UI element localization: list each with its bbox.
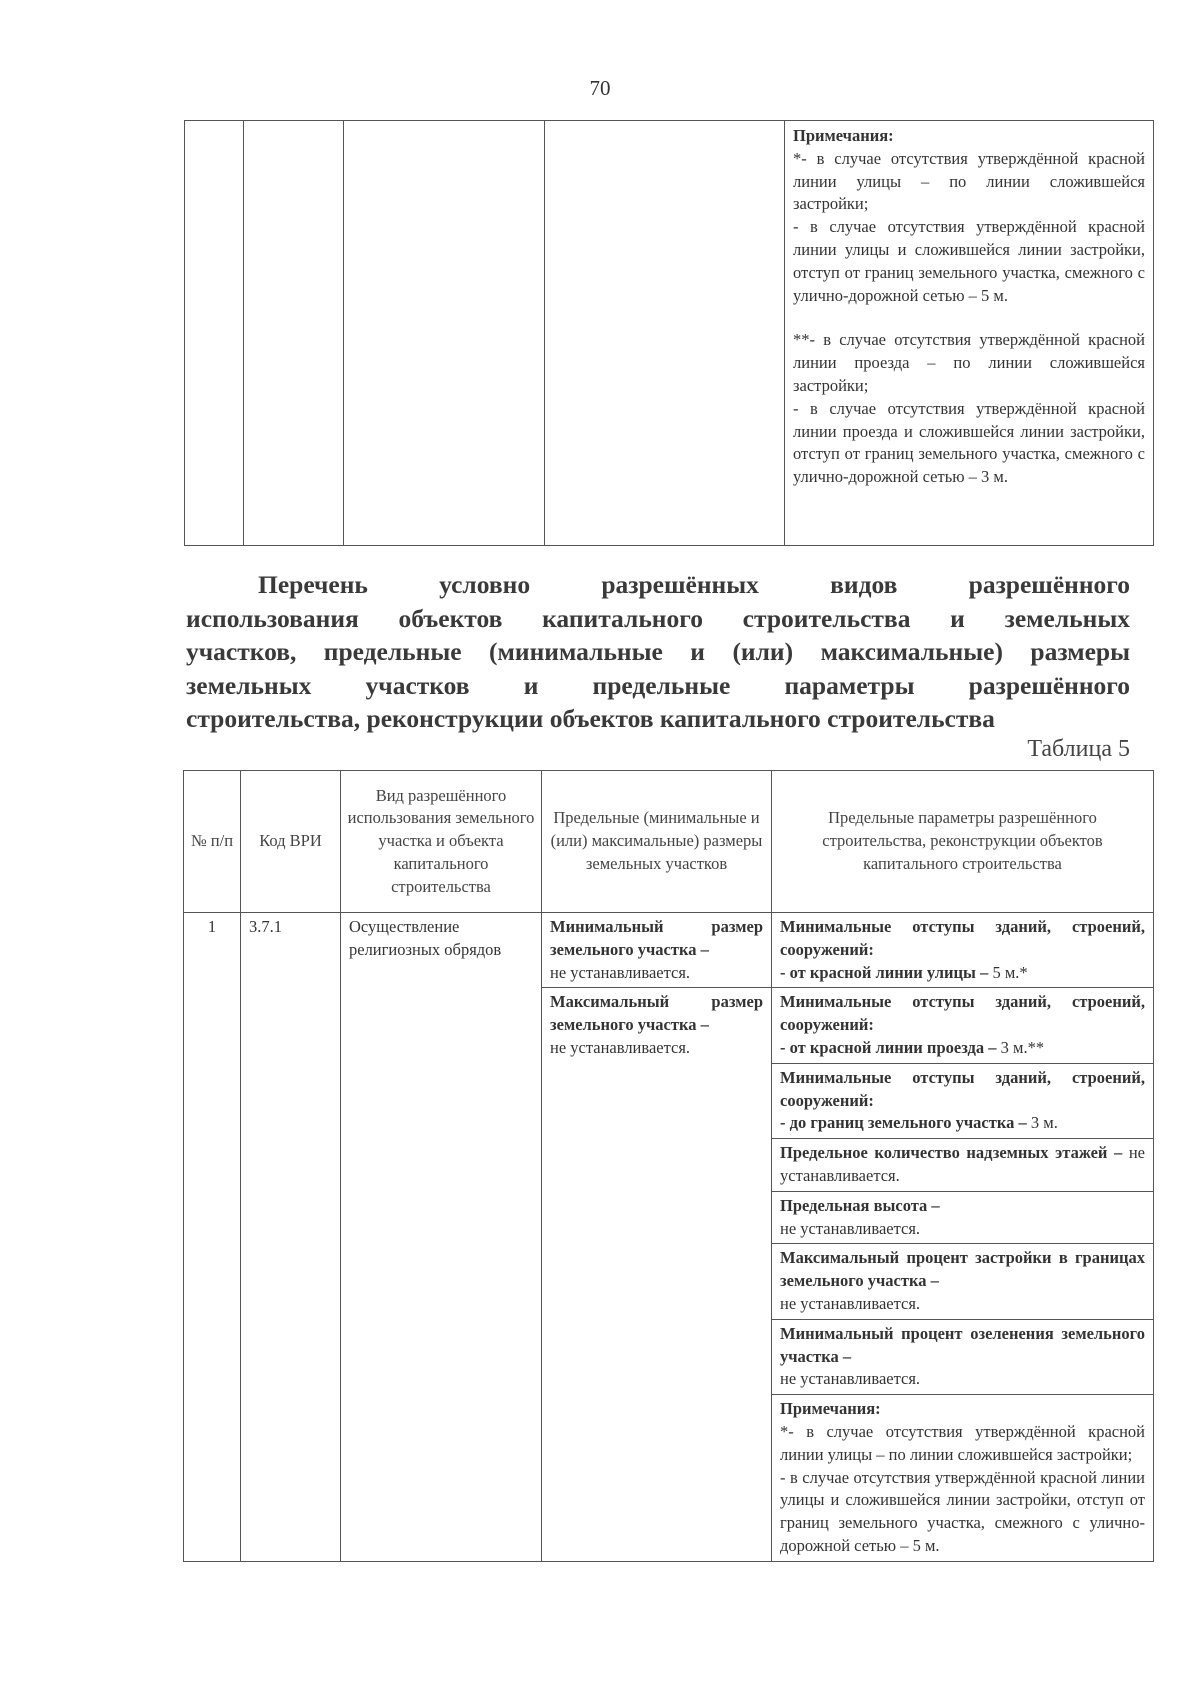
title-line: участков, предельные (минимальные и (или) максимальные) размеры bbox=[186, 637, 1130, 666]
title-line: использования объектов капитального строительства и земельных bbox=[186, 603, 1130, 633]
header-code: Код ВРИ bbox=[241, 771, 341, 913]
notes-cell bbox=[772, 1395, 1154, 1562]
note-line: *- в случае отсутствия утверждённой красной линии улицы – по линии сложившейся застройки; bbox=[793, 148, 1145, 214]
param-label: Предельная высота – bbox=[780, 1195, 940, 1215]
row-code: 3.7.1 bbox=[241, 913, 341, 1562]
max-size-label: Максимальный размер земельного участка – bbox=[550, 992, 763, 1035]
notes-cell bbox=[785, 121, 1154, 546]
param-value: 3 м.** bbox=[996, 1037, 1045, 1057]
max-size-value: не устанавливается. bbox=[550, 1037, 691, 1057]
title-line: земельных участков и предельные параметры разрешённого bbox=[186, 670, 1130, 700]
param-label: Максимальный процент застройки в границах земельного участка – bbox=[780, 1248, 1145, 1291]
header-params: Предельные параметры разрешённого строительства, реконструкции объектов капитального строительства bbox=[772, 771, 1154, 913]
param-value-label: - от красной линии улицы – bbox=[780, 962, 989, 982]
param-label: Минимальные отступы зданий, строений, сооружений: bbox=[780, 992, 1145, 1035]
param-cell bbox=[772, 988, 1154, 1063]
table-label: Таблица 5 bbox=[1027, 736, 1130, 762]
header-type: Вид разрешённого использования земельного участка и объекта капитального строительства bbox=[341, 771, 542, 913]
param-value: не устанавливается. bbox=[780, 1143, 1145, 1185]
param-value: 3 м. bbox=[1026, 1113, 1058, 1133]
param-cell bbox=[772, 1319, 1154, 1394]
title-line: Перечень условно разрешённых видов разрешённого bbox=[258, 570, 1130, 599]
note-line: - в случае отсутствия утверждённой красной линии улицы и сложившейся линии застройки, отступ от границ земельного участка, смежного с улично-дорожной сетью – 5 м. bbox=[793, 217, 1145, 305]
param-value: не устанавливается. bbox=[780, 1218, 921, 1238]
permitted-use-table bbox=[183, 770, 1154, 1562]
continued-table bbox=[184, 120, 1154, 546]
empty-cell bbox=[344, 121, 545, 546]
title-line: строительства, реконструкции объектов капитального строительства bbox=[186, 704, 995, 733]
page-number: 70 bbox=[589, 76, 611, 100]
note-line: *- в случае отсутствия утверждённой красной линии улицы – по линии сложившейся застройки; bbox=[780, 1421, 1145, 1464]
param-cell bbox=[772, 1139, 1154, 1192]
min-size-label: Минимальный размер земельного участка – bbox=[550, 917, 763, 959]
param-value: не устанавливается. bbox=[780, 1293, 921, 1313]
note-line: - в случае отсутствия утверждённой красной линии проезда и сложившейся линии застройки, отступ от границ земельного участка, смежного с улично-дорожной сетью – 3 м. bbox=[793, 398, 1145, 487]
header-num: № п/п bbox=[184, 771, 241, 913]
empty-cell bbox=[185, 121, 244, 546]
note-line: **- в случае отсутствия утверждённой красной линии проезда – по линии сложившейся застройки; bbox=[793, 330, 1145, 395]
param-value-label: - до границ земельного участка – bbox=[780, 1113, 1027, 1133]
param-value-label: - от красной линии проезда – bbox=[780, 1037, 997, 1057]
empty-cell bbox=[244, 121, 344, 546]
section-title bbox=[186, 568, 1130, 736]
param-value: не устанавливается. bbox=[780, 1369, 921, 1389]
row-type: Осуществление религиозных обрядов bbox=[341, 913, 542, 1562]
param-cell bbox=[772, 1244, 1154, 1319]
param-cell bbox=[772, 1063, 1154, 1138]
row-num: 1 bbox=[184, 913, 241, 1562]
max-size-cell bbox=[542, 988, 772, 1561]
min-size-cell bbox=[542, 913, 772, 988]
note-line: - в случае отсутствия утверждённой красной линии улицы и сложившейся линии застройки, отступ от границ земельного участка, смежного с улично-дорожной сетью – 5 м. bbox=[780, 1467, 1145, 1555]
param-cell bbox=[772, 913, 1154, 988]
param-label: Минимальный процент озеленения земельного участка – bbox=[780, 1323, 1145, 1366]
header-sizes: Предельные (минимальные и (или) максимальные) размеры земельных участков bbox=[542, 771, 772, 913]
empty-cell bbox=[545, 121, 785, 546]
param-label: Минимальные отступы зданий, строений, сооружений: bbox=[780, 917, 1145, 959]
min-size-value: не устанавливается. bbox=[550, 962, 691, 982]
notes-header: Примечания: bbox=[780, 1399, 881, 1419]
notes-header: Примечания: bbox=[793, 126, 894, 145]
param-label: Минимальные отступы зданий, строений, сооружений: bbox=[780, 1067, 1145, 1110]
param-value: 5 м.* bbox=[988, 962, 1028, 982]
param-label: Предельное количество надземных этажей – bbox=[780, 1143, 1123, 1163]
param-cell bbox=[772, 1191, 1154, 1244]
